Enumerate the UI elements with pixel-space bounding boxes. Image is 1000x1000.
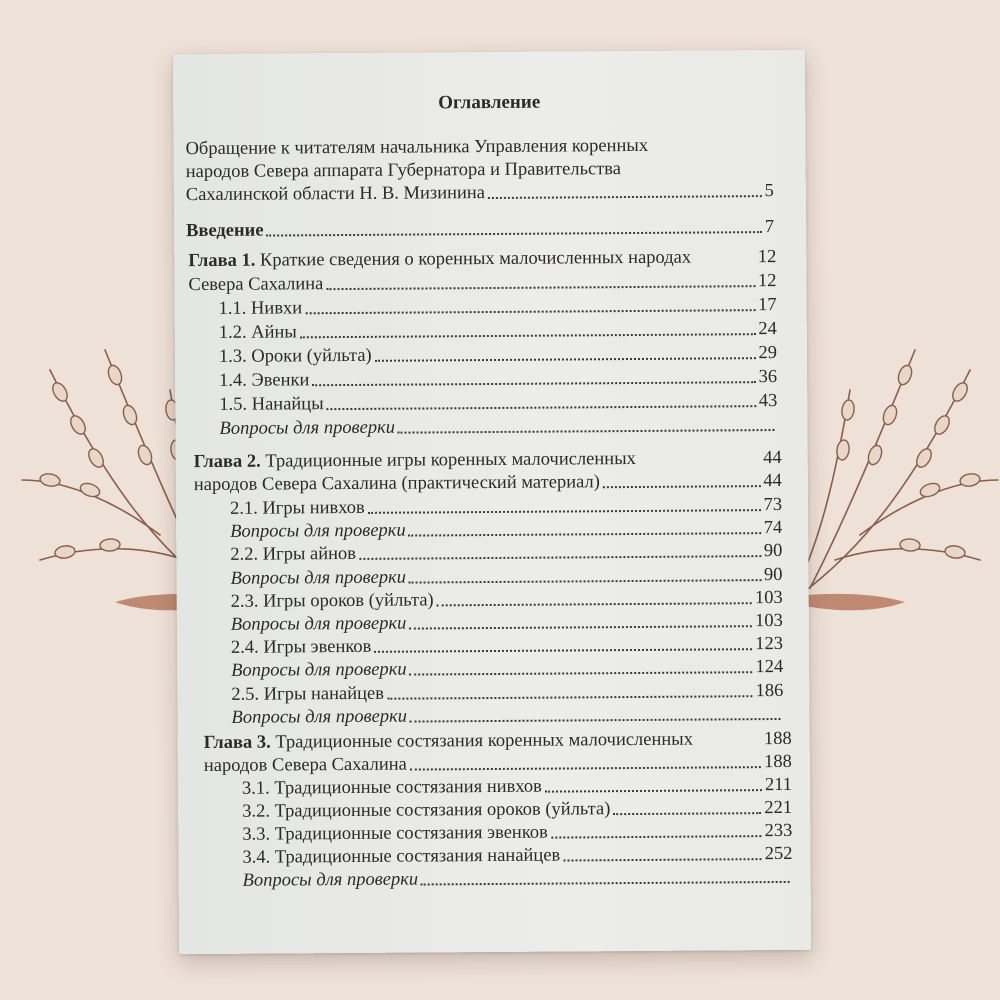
toc-page-number: 44 xyxy=(763,447,782,469)
toc-page-number: 29 xyxy=(758,343,778,364)
toc-entry-address[interactable] xyxy=(186,178,774,206)
toc-entry-intro[interactable] xyxy=(186,214,774,242)
chapter-label: Глава 3. xyxy=(203,732,271,754)
toc-page-number: 103 xyxy=(754,587,783,608)
toc-entry-label: Сахалинской области Н. В. Мизинина xyxy=(185,183,486,206)
toc-page-number: 90 xyxy=(763,541,783,562)
toc-page-number: 7 xyxy=(764,217,775,238)
toc-subentry[interactable] xyxy=(219,412,777,440)
toc-page-number: 123 xyxy=(755,634,784,655)
leader-dots xyxy=(387,695,753,700)
toc-entry-label: Вопросы для проверки xyxy=(219,417,396,439)
leader-dots xyxy=(488,195,762,199)
leader-dots xyxy=(312,381,755,386)
toc-entry-label: Вопросы для проверки xyxy=(230,520,406,543)
leader-dots xyxy=(551,835,762,838)
toc-entry-label: Вопросы для проверки xyxy=(242,869,419,891)
toc-page-number: 17 xyxy=(758,295,777,316)
toc-page-number: 36 xyxy=(758,367,778,388)
leader-dots xyxy=(359,556,761,561)
toc-page-number: 188 xyxy=(764,751,792,773)
toc-page-number: 103 xyxy=(755,610,783,632)
leader-dots xyxy=(305,309,755,314)
leader-dots xyxy=(437,602,752,606)
toc-page-number: 124 xyxy=(755,657,784,678)
toc-page-number: 221 xyxy=(764,797,793,819)
chapter-title: Традиционные игры коренных малочисленных xyxy=(260,448,636,472)
leader-dots xyxy=(563,858,761,861)
toc-entry-label: 2.3. Игры ороков (уйльта) xyxy=(230,590,434,612)
leader-dots xyxy=(603,485,761,488)
toc-entry-label: Вопросы для проверки xyxy=(231,659,407,682)
toc-entry-label: 2.1. Игры нивхов xyxy=(229,497,365,519)
leader-dots xyxy=(375,357,756,362)
toc-page-number: 24 xyxy=(758,319,777,340)
toc-entry-label: Вопросы для проверки xyxy=(230,567,407,589)
toc-entry-label: 2.4. Игры эвенков xyxy=(230,637,372,659)
leader-dots xyxy=(368,509,761,514)
toc-entry-label: 2.5. Игры нанайцев xyxy=(231,683,385,705)
leader-dots xyxy=(327,405,756,410)
leader-dots xyxy=(409,532,761,536)
leader-dots xyxy=(374,648,752,653)
toc-entry-label: 1.1. Нивхи xyxy=(218,298,303,319)
toc-title: Оглавление xyxy=(438,91,541,114)
chapter-title-cont: Севера Сахалина xyxy=(188,274,324,296)
toc-entry-label: 1.4. Эвенки xyxy=(219,370,310,391)
chapter-title: Традиционные состязания коренных малочисленных xyxy=(270,729,694,753)
toc-entry-label: 3.4. Традиционные состязания нанайцев xyxy=(242,845,561,868)
toc-entry-label: 1.3. Ороки (уйльта) xyxy=(218,345,372,367)
chapter-label: Глава 1. xyxy=(188,250,256,272)
toc-page-number: 12 xyxy=(757,271,777,292)
toc-page-number: 43 xyxy=(758,391,778,412)
toc-subentry[interactable] xyxy=(231,701,783,729)
toc-page-number: 44 xyxy=(763,470,782,492)
toc-address-line2: народов Севера аппарата Губернатора и Правительства xyxy=(185,159,622,183)
toc-entry-label: Вопросы для проверки xyxy=(231,706,408,728)
leader-dots xyxy=(398,429,775,434)
leader-dots xyxy=(267,231,762,236)
toc-entry-label: 1.5. Нанайцы xyxy=(219,394,324,415)
leader-dots xyxy=(410,766,761,770)
toc-entry-label: Вопросы для проверки xyxy=(230,613,407,635)
toc-entry-label: Введение xyxy=(186,220,264,242)
toc-entry-label: 3.3. Традиционные состязания эвенков xyxy=(242,822,548,845)
toc-page-number: 252 xyxy=(764,843,793,865)
toc-page-number: 233 xyxy=(764,820,793,842)
toc-page-number: 90 xyxy=(763,564,783,585)
leader-dots xyxy=(410,672,753,676)
leader-dots xyxy=(409,625,752,629)
chapter-title-cont: народов Севера Сахалина (практический материал) xyxy=(193,472,600,496)
chapter-title: Краткие сведения о коренных малочисленных народах xyxy=(255,247,692,271)
toc-page-number: 5 xyxy=(764,181,774,202)
toc-page-number: 74 xyxy=(763,518,783,539)
book-page xyxy=(173,50,811,954)
toc-page-number: 73 xyxy=(763,494,783,516)
leader-dots xyxy=(545,789,762,793)
toc-page-number: 188 xyxy=(763,728,792,750)
toc-page-number: 12 xyxy=(757,247,777,268)
toc-entry-label: 2.2. Игры айнов xyxy=(230,544,357,566)
leader-dots xyxy=(409,579,761,583)
leader-dots xyxy=(613,812,761,815)
toc-entry-label: 3.1. Традиционные состязания нивхов xyxy=(241,776,542,799)
toc-subentry[interactable] xyxy=(243,864,793,892)
chapter-label: Глава 2. xyxy=(193,451,261,473)
leader-dots xyxy=(300,333,756,338)
leader-dots xyxy=(326,285,755,290)
toc-address-line1: Обращение к читателям начальника Управления коренных xyxy=(185,135,649,160)
toc-page-number: 186 xyxy=(755,680,784,701)
leader-dots xyxy=(410,718,781,723)
toc-page-number: 211 xyxy=(764,774,793,796)
chapter-title-cont: народов Севера Сахалина xyxy=(203,754,407,777)
toc-entry-label: 3.2. Традиционные состязания ороков (уйльта) xyxy=(242,799,611,822)
leader-dots xyxy=(421,881,790,886)
toc-entry-label: 1.2. Айны xyxy=(218,322,297,343)
